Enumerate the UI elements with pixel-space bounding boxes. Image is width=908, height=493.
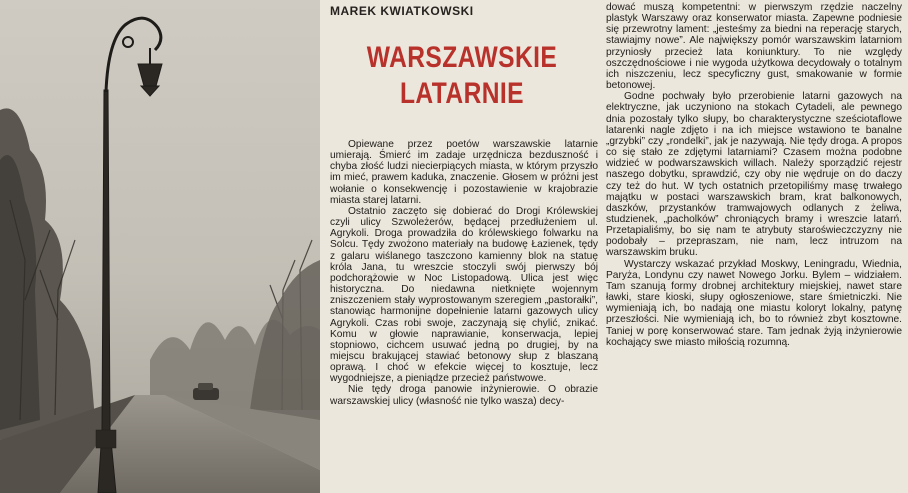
paragraph: dować muszą kompetentni: w pierwszym rzędzie naczelny plastyk Warszawy oraz konserwator miasta. Zapewne podniesie się przewrotny lament: „jesteśmy za biedni na reperację starych, stawiajmy nowe”. Ale największy pomór warszawskim latarniom przyniosły przecież lata koniunktury. To nie względy oszczędnościowe i nie wygoda użytkowa decydowały o totalnym ich niszczeniu, lecz specyficzny gust, smakowanie w formie betonowej.: [606, 2, 902, 92]
paragraph: Godne pochwały było przerobienie latarni gazowych na elektryczne, jak uczyniono na stokach Cytadeli, ale pewnego dnia pozostały tylko słupy, bo charakterystyczne sześciotaflowe latarenki nagle zdjęto i na ich miejsce wstawiono te banalne „grzybki” czy „rondelki”, jak je nazywają. Nie tędy droga. A propos co się stało ze zdjętymi latarniami? Czasem można podobne widzieć w podwarszawskich willach. Należy sporządzić rejestr naszego dobytku, sprawdzić, czy oby nie wędruje on do daczy czy też do hut. W tych ostatnich przetopiliśmy masę trwałego majątku w postaci warszawskich bram, krat balkonowych, daszków, przystanków tramwajowych odlanych z żeliwa, studzienek, „pacholków” chroniących bramy i wreszcie latarń. Przetapialiśmy, bo się nam te atrybuty staroświeczczyzny nie podobały – przepraszam, nie nam, lecz intruzom na warszawskim bruku.: [606, 91, 902, 259]
paragraph: Nie tędy droga panowie inżynierowie. O obrazie warszawskiej ulicy (własność nie tylko wasza) decy-: [330, 384, 598, 407]
paragraph: Ostatnio zaczęto się dobierać do Drogi Królewskiej czyli ulicy Szwoleżerów, będącej przedłużeniem ul. Agrykoli. Droga prowadziła do królewskiego folwarku na Solcu. Tędy zwożono materiały na budowę Łazienek, tędy z galaru wiślanego taszczono kamienny blok na statuę króla Jana, tu wreszcie stoczyli swój pierwszy bój podchorążowie w Noc Listopadową. Ulica jest więc historyczna. Do niedawna nietknięte wojennym zniszczeniem stały wyprostowanym szeregiem „pastorałki”, stanowiąc harmonijne dopełnienie latarni gazowych ulicy Agrykoli. Czas robi swoje, zaczynają się chylić, znikać. Komu w głowie naprawianie, konserwacja, lepiej stopniowo, cichcem usuwać jedną po drugiej, by na miejscu brakującej stawiać betonowy słup z blaszaną oprawą. I choć w efekcie więcej to kosztuje, lecz wygodniejsze, a pieniądze przecież państwowe.: [330, 205, 598, 385]
text-column-2: [606, 2, 902, 348]
author-byline: MAREK KWIATKOWSKI: [330, 4, 474, 18]
street-lamp-photo: [0, 0, 320, 493]
street-lamp-illustration: [0, 0, 320, 493]
text-column-1: [330, 139, 598, 407]
paragraph: Opiewane przez poetów warszawskie latarnie umierają. Śmierć im zadaje urzędnicza bezduszność i chyba złość ludzi niecierpiących miasta, w którym przyszło im mieć, prawem kaduka, znaczenie. Głosem w próżni jest wołanie o konsekwencję i pozostawienie w krajobrazie miasta starej latarni.: [330, 139, 598, 206]
article-title: [354, 40, 570, 112]
paragraph: Wystarczy wskazać przykład Moskwy, Leningradu, Wiednia, Paryża, Londynu czy nawet Nowego Jorku. Bylem – widziałem. Tam szanują formy drobnej architektury miejskiej, nawet stare ławki, stare kioski, słupy ogłoszeniowe, stare śmietniczki. Nie wymieniają ich, bo nadają one miastu koloryt lokalny, patynę przeszłości. Nie wymieniają ich, bo to również zbyt kosztowne. Taniej w porę konserwować stare. Tam jednak żyją inżynierowie kochający swe miasto miłością rozumną.: [606, 258, 902, 348]
title-line-1: WARSZAWSKIE: [366, 41, 558, 74]
title-line-2: LATARNIE: [400, 77, 524, 110]
